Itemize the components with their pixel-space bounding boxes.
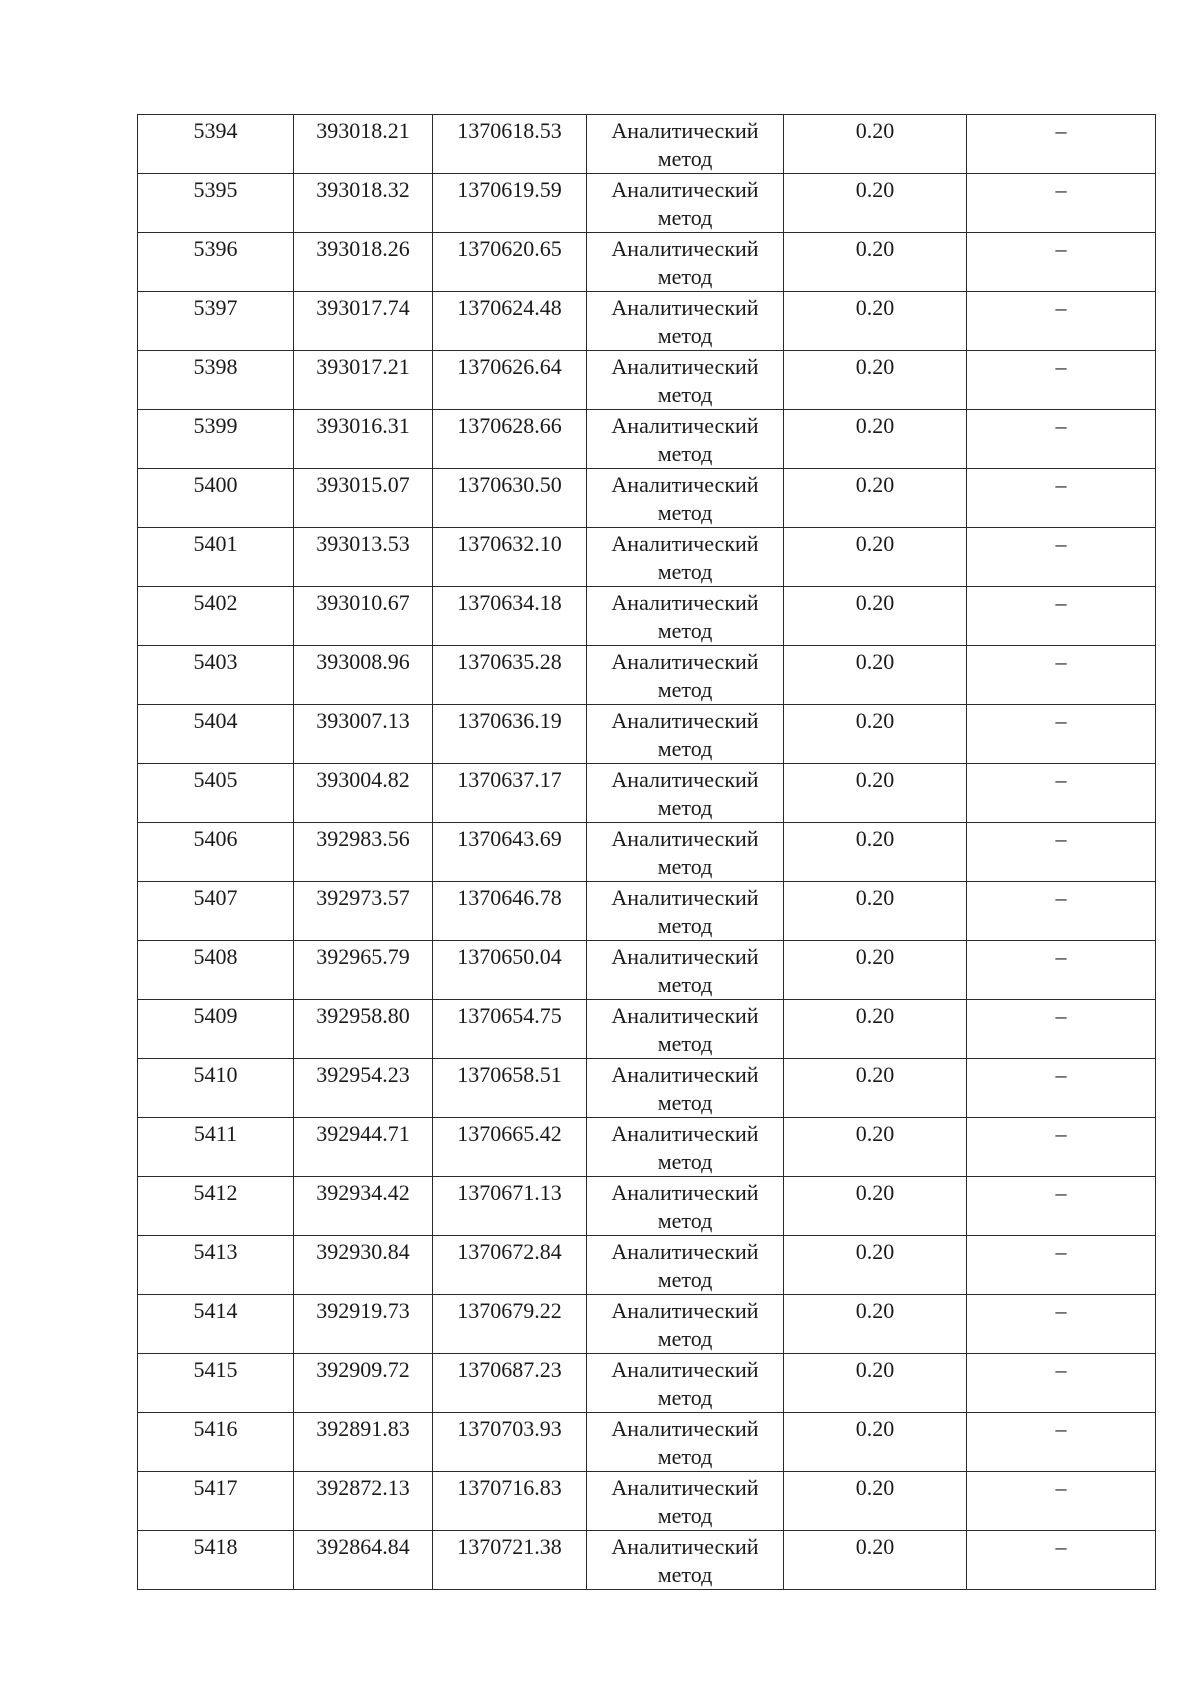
y-coordinate-cell: 1370650.04 [433,941,587,1000]
accuracy-cell: 0.20 [784,1000,967,1059]
method-label-line1: Аналитический [611,177,759,202]
y-coordinate-cell: 1370636.19 [433,705,587,764]
table-row [138,115,1156,174]
table-row [138,528,1156,587]
method-label-line1: Аналитический [611,118,759,143]
point-number-cell: 5411 [138,1118,294,1177]
note-cell: – [967,1236,1156,1295]
method-label-line1: Аналитический [611,472,759,497]
method-label-line2: метод [657,1208,713,1233]
method-cell [587,1354,784,1413]
point-number-cell: 5404 [138,705,294,764]
x-coordinate-cell: 392872.13 [294,1472,433,1531]
table-row [138,1177,1156,1236]
y-coordinate-cell: 1370643.69 [433,823,587,882]
note-cell: – [967,1177,1156,1236]
y-coordinate-cell: 1370637.17 [433,764,587,823]
accuracy-cell: 0.20 [784,764,967,823]
method-cell [587,233,784,292]
x-coordinate-cell: 393004.82 [294,764,433,823]
table-row [138,1354,1156,1413]
point-number-cell: 5418 [138,1531,294,1590]
x-coordinate-cell: 393018.32 [294,174,433,233]
accuracy-cell: 0.20 [784,528,967,587]
accuracy-cell: 0.20 [784,646,967,705]
method-cell [587,882,784,941]
table-row [138,1236,1156,1295]
table-row [138,174,1156,233]
method-cell [587,115,784,174]
point-number-cell: 5399 [138,410,294,469]
method-cell [587,587,784,646]
accuracy-cell: 0.20 [784,882,967,941]
note-cell: – [967,941,1156,1000]
note-cell: – [967,233,1156,292]
note-cell: – [967,1531,1156,1590]
point-number-cell: 5415 [138,1354,294,1413]
table-row [138,1472,1156,1531]
method-label-line1: Аналитический [611,1121,759,1146]
point-number-cell: 5397 [138,292,294,351]
y-coordinate-cell: 1370618.53 [433,115,587,174]
method-label-line2: метод [657,441,713,466]
note-cell: – [967,528,1156,587]
y-coordinate-cell: 1370665.42 [433,1118,587,1177]
method-label-line2: метод [657,677,713,702]
method-cell [587,1000,784,1059]
method-label-line2: метод [657,559,713,584]
accuracy-cell: 0.20 [784,1236,967,1295]
method-cell [587,1472,784,1531]
method-cell [587,1059,784,1118]
y-coordinate-cell: 1370635.28 [433,646,587,705]
x-coordinate-cell: 392919.73 [294,1295,433,1354]
method-label-line2: метод [657,1149,713,1174]
y-coordinate-cell: 1370646.78 [433,882,587,941]
x-coordinate-cell: 392934.42 [294,1177,433,1236]
method-label-line1: Аналитический [611,236,759,261]
note-cell: – [967,292,1156,351]
point-number-cell: 5408 [138,941,294,1000]
method-cell [587,410,784,469]
y-coordinate-cell: 1370671.13 [433,1177,587,1236]
method-cell [587,646,784,705]
point-number-cell: 5395 [138,174,294,233]
method-label-line1: Аналитический [611,1062,759,1087]
y-coordinate-cell: 1370721.38 [433,1531,587,1590]
table-row [138,764,1156,823]
accuracy-cell: 0.20 [784,1295,967,1354]
x-coordinate-cell: 393013.53 [294,528,433,587]
point-number-cell: 5410 [138,1059,294,1118]
point-number-cell: 5413 [138,1236,294,1295]
accuracy-cell: 0.20 [784,1118,967,1177]
accuracy-cell: 0.20 [784,705,967,764]
method-label-line2: метод [657,1562,713,1587]
table-row [138,410,1156,469]
y-coordinate-cell: 1370619.59 [433,174,587,233]
method-label-line1: Аналитический [611,885,759,910]
method-label-line2: метод [657,1031,713,1056]
x-coordinate-cell: 393017.21 [294,351,433,410]
coordinates-table-body [138,115,1156,1590]
y-coordinate-cell: 1370630.50 [433,469,587,528]
point-number-cell: 5407 [138,882,294,941]
x-coordinate-cell: 393008.96 [294,646,433,705]
note-cell: – [967,1354,1156,1413]
y-coordinate-cell: 1370716.83 [433,1472,587,1531]
accuracy-cell: 0.20 [784,1413,967,1472]
point-number-cell: 5400 [138,469,294,528]
method-label-line1: Аналитический [611,531,759,556]
x-coordinate-cell: 392965.79 [294,941,433,1000]
method-cell [587,1295,784,1354]
method-cell [587,1236,784,1295]
method-cell [587,292,784,351]
x-coordinate-cell: 392954.23 [294,1059,433,1118]
note-cell: – [967,1059,1156,1118]
method-label-line2: метод [657,854,713,879]
note-cell: – [967,1295,1156,1354]
table-row [138,646,1156,705]
method-label-line1: Аналитический [611,590,759,615]
x-coordinate-cell: 392983.56 [294,823,433,882]
point-number-cell: 5398 [138,351,294,410]
accuracy-cell: 0.20 [784,410,967,469]
accuracy-cell: 0.20 [784,233,967,292]
method-cell [587,941,784,1000]
method-label-line2: метод [657,323,713,348]
accuracy-cell: 0.20 [784,941,967,1000]
method-label-line2: метод [657,1326,713,1351]
table-row [138,1000,1156,1059]
point-number-cell: 5396 [138,233,294,292]
method-label-line2: метод [657,972,713,997]
note-cell: – [967,705,1156,764]
y-coordinate-cell: 1370658.51 [433,1059,587,1118]
note-cell: – [967,410,1156,469]
point-number-cell: 5405 [138,764,294,823]
y-coordinate-cell: 1370672.84 [433,1236,587,1295]
accuracy-cell: 0.20 [784,351,967,410]
table-row [138,587,1156,646]
table-row [138,1059,1156,1118]
method-label-line1: Аналитический [611,1357,759,1382]
method-cell [587,351,784,410]
table-row [138,233,1156,292]
point-number-cell: 5402 [138,587,294,646]
method-label-line1: Аналитический [611,767,759,792]
table-row [138,351,1156,410]
method-label-line1: Аналитический [611,413,759,438]
method-label-line2: метод [657,146,713,171]
note-cell: – [967,351,1156,410]
note-cell: – [967,646,1156,705]
x-coordinate-cell: 392864.84 [294,1531,433,1590]
accuracy-cell: 0.20 [784,1059,967,1118]
note-cell: – [967,882,1156,941]
accuracy-cell: 0.20 [784,823,967,882]
note-cell: – [967,1000,1156,1059]
x-coordinate-cell: 393018.21 [294,115,433,174]
x-coordinate-cell: 393015.07 [294,469,433,528]
table-row [138,1531,1156,1590]
method-label-line1: Аналитический [611,1003,759,1028]
x-coordinate-cell: 393017.74 [294,292,433,351]
method-label-line2: метод [657,618,713,643]
y-coordinate-cell: 1370632.10 [433,528,587,587]
method-label-line1: Аналитический [611,826,759,851]
y-coordinate-cell: 1370679.22 [433,1295,587,1354]
method-label-line1: Аналитический [611,1416,759,1441]
x-coordinate-cell: 392909.72 [294,1354,433,1413]
x-coordinate-cell: 392958.80 [294,1000,433,1059]
note-cell: – [967,469,1156,528]
method-label-line1: Аналитический [611,1534,759,1559]
y-coordinate-cell: 1370628.66 [433,410,587,469]
table-row [138,1295,1156,1354]
note-cell: – [967,587,1156,646]
coordinates-table [137,114,1156,1590]
y-coordinate-cell: 1370626.64 [433,351,587,410]
point-number-cell: 5394 [138,115,294,174]
method-cell [587,1118,784,1177]
accuracy-cell: 0.20 [784,1354,967,1413]
method-label-line2: метод [657,1503,713,1528]
x-coordinate-cell: 392973.57 [294,882,433,941]
method-label-line1: Аналитический [611,1475,759,1500]
y-coordinate-cell: 1370624.48 [433,292,587,351]
y-coordinate-cell: 1370654.75 [433,1000,587,1059]
x-coordinate-cell: 392891.83 [294,1413,433,1472]
accuracy-cell: 0.20 [784,115,967,174]
method-cell [587,1413,784,1472]
point-number-cell: 5417 [138,1472,294,1531]
y-coordinate-cell: 1370620.65 [433,233,587,292]
method-cell [587,528,784,587]
y-coordinate-cell: 1370703.93 [433,1413,587,1472]
table-row [138,882,1156,941]
method-label-line2: метод [657,795,713,820]
accuracy-cell: 0.20 [784,1531,967,1590]
method-cell [587,1531,784,1590]
accuracy-cell: 0.20 [784,174,967,233]
table-row [138,823,1156,882]
point-number-cell: 5409 [138,1000,294,1059]
table-row [138,705,1156,764]
method-label-line2: метод [657,264,713,289]
accuracy-cell: 0.20 [784,1472,967,1531]
y-coordinate-cell: 1370687.23 [433,1354,587,1413]
x-coordinate-cell: 392944.71 [294,1118,433,1177]
method-label-line2: метод [657,913,713,938]
method-label-line1: Аналитический [611,649,759,674]
point-number-cell: 5412 [138,1177,294,1236]
note-cell: – [967,1118,1156,1177]
method-cell [587,1177,784,1236]
method-label-line2: метод [657,500,713,525]
method-label-line2: метод [657,205,713,230]
accuracy-cell: 0.20 [784,292,967,351]
note-cell: – [967,764,1156,823]
x-coordinate-cell: 393018.26 [294,233,433,292]
method-cell [587,764,784,823]
method-label-line2: метод [657,1090,713,1115]
x-coordinate-cell: 393007.13 [294,705,433,764]
point-number-cell: 5416 [138,1413,294,1472]
method-label-line1: Аналитический [611,708,759,733]
note-cell: – [967,1413,1156,1472]
method-label-line1: Аналитический [611,1239,759,1264]
table-row [138,469,1156,528]
point-number-cell: 5406 [138,823,294,882]
method-label-line2: метод [657,382,713,407]
method-label-line1: Аналитический [611,295,759,320]
x-coordinate-cell: 393016.31 [294,410,433,469]
note-cell: – [967,115,1156,174]
accuracy-cell: 0.20 [784,1177,967,1236]
method-label-line1: Аналитический [611,1180,759,1205]
method-label-line2: метод [657,1444,713,1469]
point-number-cell: 5401 [138,528,294,587]
method-label-line2: метод [657,736,713,761]
note-cell: – [967,174,1156,233]
method-label-line2: метод [657,1267,713,1292]
note-cell: – [967,823,1156,882]
x-coordinate-cell: 393010.67 [294,587,433,646]
method-label-line1: Аналитический [611,1298,759,1323]
table-row [138,941,1156,1000]
y-coordinate-cell: 1370634.18 [433,587,587,646]
method-cell [587,705,784,764]
accuracy-cell: 0.20 [784,469,967,528]
point-number-cell: 5403 [138,646,294,705]
table-row [138,292,1156,351]
method-label-line2: метод [657,1385,713,1410]
method-cell [587,174,784,233]
table-row [138,1413,1156,1472]
note-cell: – [967,1472,1156,1531]
accuracy-cell: 0.20 [784,587,967,646]
x-coordinate-cell: 392930.84 [294,1236,433,1295]
method-cell [587,469,784,528]
method-cell [587,823,784,882]
method-label-line1: Аналитический [611,354,759,379]
point-number-cell: 5414 [138,1295,294,1354]
table-row [138,1118,1156,1177]
method-label-line1: Аналитический [611,944,759,969]
